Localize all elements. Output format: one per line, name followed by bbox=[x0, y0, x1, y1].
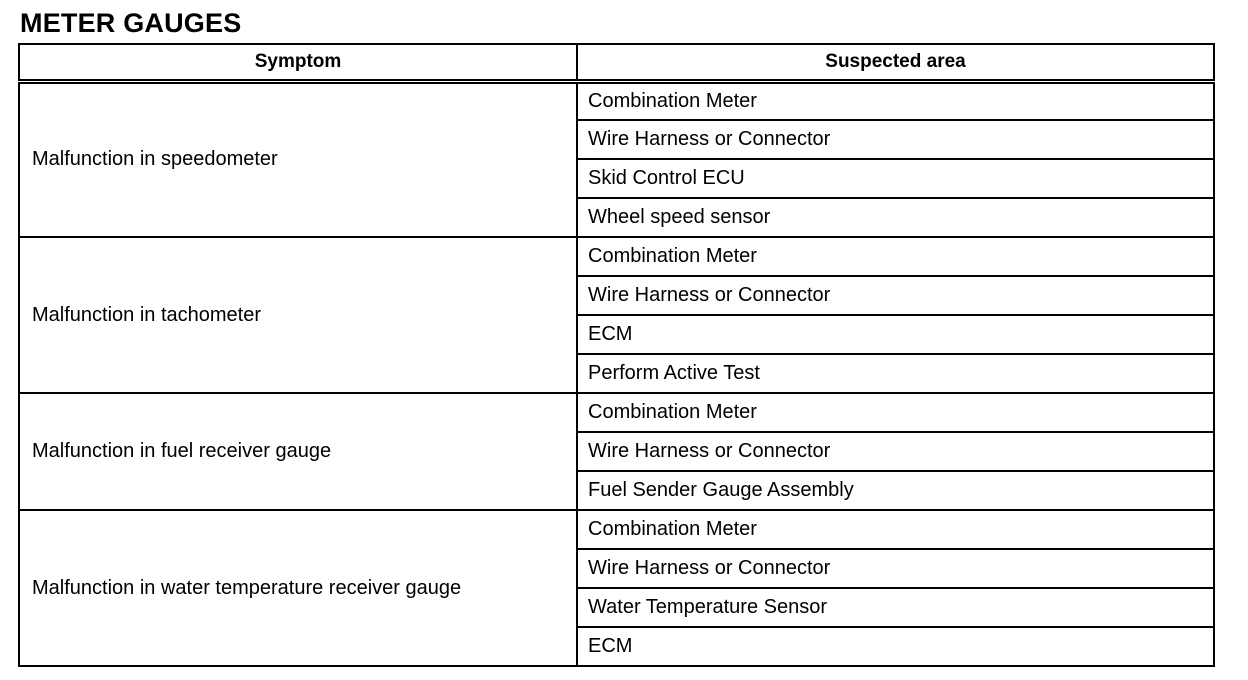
table-row bbox=[19, 81, 1214, 120]
suspected-area-cell: Perform Active Test bbox=[577, 354, 1214, 393]
suspected-area-column-header: Suspected area bbox=[577, 44, 1214, 81]
suspected-area-cell: Wire Harness or Connector bbox=[577, 276, 1214, 315]
suspected-area-cell: Wire Harness or Connector bbox=[577, 120, 1214, 159]
table-row bbox=[19, 510, 1214, 549]
symptom-table bbox=[18, 43, 1215, 667]
suspected-area-cell: Skid Control ECU bbox=[577, 159, 1214, 198]
symptom-cell: Malfunction in tachometer bbox=[19, 237, 577, 393]
suspected-area-cell: Combination Meter bbox=[577, 81, 1214, 120]
page-title: METER GAUGES bbox=[20, 8, 242, 38]
suspected-area-cell: Wire Harness or Connector bbox=[577, 432, 1214, 471]
suspected-area-cell: Wheel speed sensor bbox=[577, 198, 1214, 237]
suspected-area-cell: Fuel Sender Gauge Assembly bbox=[577, 471, 1214, 510]
suspected-area-cell: Combination Meter bbox=[577, 393, 1214, 432]
suspected-area-cell: Wire Harness or Connector bbox=[577, 549, 1214, 588]
suspected-area-cell: Combination Meter bbox=[577, 510, 1214, 549]
suspected-area-cell: ECM bbox=[577, 315, 1214, 354]
table-row bbox=[19, 393, 1214, 432]
table-row bbox=[19, 237, 1214, 276]
symptom-cell: Malfunction in water temperature receiver gauge bbox=[19, 510, 577, 666]
symptom-cell: Malfunction in fuel receiver gauge bbox=[19, 393, 577, 510]
suspected-area-cell: ECM bbox=[577, 627, 1214, 666]
table-header-row bbox=[19, 44, 1214, 81]
symptom-cell: Malfunction in speedometer bbox=[19, 81, 577, 237]
symptom-column-header: Symptom bbox=[19, 44, 577, 81]
suspected-area-cell: Water Temperature Sensor bbox=[577, 588, 1214, 627]
suspected-area-cell: Combination Meter bbox=[577, 237, 1214, 276]
